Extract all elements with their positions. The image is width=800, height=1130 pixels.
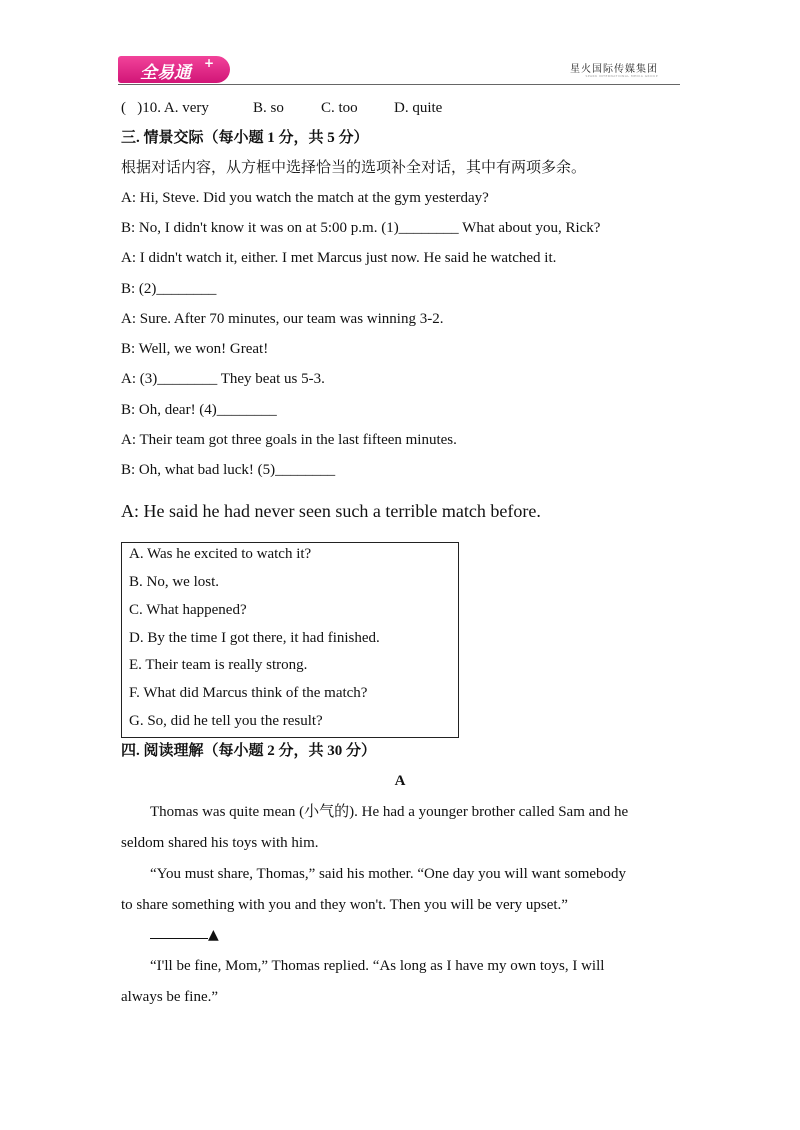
dialogue-last-line: A: He said he had never seen such a terrible match before. [121,501,541,521]
q10-option-d: D. quite [394,100,443,116]
option-item: B. No, we lost. [129,574,219,590]
triangle-icon: ▲ [208,927,219,943]
options-box [121,542,459,738]
option-item: E. Their team is really strong. [129,657,308,673]
option-item: D. By the time I got there, it had finished. [129,630,380,646]
header-divider [118,84,680,85]
dialogue-line: A: Hi, Steve. Did you watch the match at the gym yesterday? [121,190,489,206]
section-3-instruction: 根据对话内容，从方框中选择恰当的选项补全对话，其中有两项多余。 [121,160,587,176]
q10-option-b: B. so [253,100,284,116]
answer-blank [150,926,219,944]
section-3-heading: 三. 情景交际（每小题 1 分，共 5 分） [121,130,369,146]
logo-text: 全易通 [140,63,191,83]
dialogue-line: A: I didn't watch it, either. I met Marcus just now. He said he watched it. [121,250,557,266]
dialogue-line: B: (2)________ [121,281,217,297]
option-item: A. Was he excited to watch it? [129,546,312,562]
q10-option-a: ( )10. A. very [121,100,209,116]
page-header [118,56,680,88]
passage-line: “You must share, Thomas,” said his mother. “One day you will want somebody [150,866,627,882]
dialogue-line: B: Oh, dear! (4)________ [121,402,277,418]
dialogue-line: B: Well, we won! Great! [121,341,269,357]
question-10 [121,99,521,117]
dialogue-line: B: Oh, what bad luck! (5)________ [121,462,336,478]
dialogue-line: A: Sure. After 70 minutes, our team was winning 3-2. [121,311,444,327]
logo-plus: + [204,56,215,70]
dialogue-line: A: (3)________ They beat us 5-3. [121,371,325,387]
dialogue-line: A: Their team got three goals in the last fifteen minutes. [121,432,457,448]
org-name: 星火国际传媒集团 [570,64,658,75]
brand-logo [118,56,230,83]
section-4-heading: 四. 阅读理解（每小题 2 分，共 30 分） [121,743,377,759]
passage-label: A [394,773,406,789]
q10-option-c: C. too [321,100,358,116]
passage-line: “I'll be fine, Mom,” Thomas replied. “As long as I have my own toys, I will [150,958,605,974]
option-item: G. So, did he tell you the result? [129,713,323,729]
passage-line: to share something with you and they won't. Then you will be very upset.” [121,897,568,913]
org-subtitle: SPARK INTERNATIONAL MEDIA GROUP [585,74,658,78]
option-item: F. What did Marcus think of the match? [129,685,368,701]
dialogue-line: B: No, I didn't know it was on at 5:00 p.m. (1)________ What about you, Rick? [121,220,601,236]
passage-line: Thomas was quite mean (小气的). He had a younger brother called Sam and he [150,804,629,820]
blank-line [150,926,208,939]
passage-line: always be fine.” [121,989,219,1005]
passage-line: seldom shared his toys with him. [121,835,319,851]
option-item: C. What happened? [129,602,247,618]
